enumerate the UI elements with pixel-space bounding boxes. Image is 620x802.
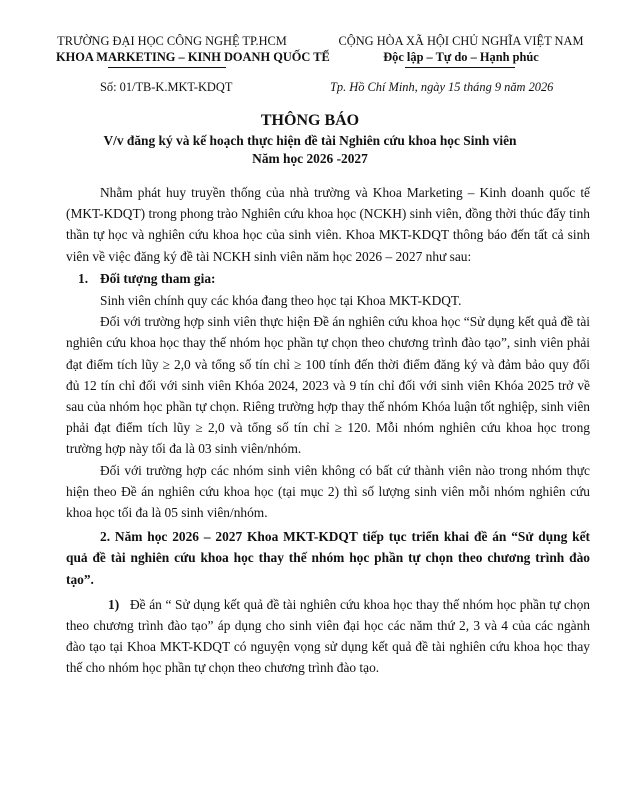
academic-year: Năm học 2026 -2027 bbox=[252, 151, 368, 166]
document-body bbox=[66, 182, 590, 679]
section-2-item-1-text: Đề án “ Sử dụng kết quả đề tài nghiên cứu khoa học thay thế nhóm học phần tự chọn theo chương trình đào tạo” áp dụng cho sinh viên đại học các năm thứ 2, 3 và 4 của các ngành đào tạo tại Khoa MKT-KDQT có nguyện vọng sử dụng kết quả đề tài nghiên cứu khoa học thay thế cho nhóm học phần tự chọn theo chương trình đào tạo. bbox=[66, 596, 591, 676]
intro-paragraph: Nhằm phát huy truyền thống của nhà trường và Khoa Marketing – Kinh doanh quốc tế (MKT-KDQT) trong phong trào Nghiên cứu khoa học (NCKH) sinh viên, đồng thời thúc đẩy tinh thần tự học và nghiên cứu khoa học của sinh viên. Khoa MKT-KDQT thông báo đến tất cả sinh viên về việc đăng ký đề tài NCKH sinh viên năm học 2026 – 2027 như sau: bbox=[66, 185, 590, 264]
header-underline-left bbox=[108, 67, 226, 68]
section-2-number: 2. bbox=[100, 529, 111, 545]
section-1-paragraph-2: Đối với trường hợp sinh viên thực hiện Đề án nghiên cứu khoa học “Sử dụng kết quả đề tài nghiên cứu khoa học thay thế nhóm học phần tự chọn theo chương trình đào tạo”, sinh viên phải đạt điểm tích lũy ≥ 2,0 và tổng số tín chỉ ≥ 100 tính đến thời điểm đăng ký và đảm bảo quy đổi đủ 12 tín chỉ đối với sinh viên Khóa 2024, 2023 và 9 tín chỉ đối với sinh viên Khóa 2025 trở về sau của nhóm học phần tự chọn. Riêng trường hợp thay thế nhóm Khóa luận tốt nghiệp, sinh viên phải đạt điểm tích lũy ≥ 2,0 và tổng số tín chỉ ≥ 120. Mỗi nhóm nghiên cứu khoa học trong trường hợp này tối đa là 03 sinh viên/nhóm. bbox=[66, 314, 590, 457]
section-1-paragraph-1: Sinh viên chính quy các khóa đang theo học tại Khoa MKT-KDQT. bbox=[100, 293, 462, 309]
document-title: THÔNG BÁO bbox=[260, 112, 360, 129]
header-underline-right bbox=[405, 67, 515, 68]
section-2-item-1-number: 1) bbox=[108, 596, 120, 612]
place-and-date: Tp. Hồ Chí Minh, ngày 15 tháng 9 năm 2026 bbox=[330, 80, 554, 94]
document-number: Số: 01/TB-K.MKT-KDQT bbox=[100, 80, 233, 94]
republic-name: CỘNG HÒA XÃ HỘI CHỦ NGHĨA VIỆT NAM bbox=[338, 34, 584, 48]
section-1-title: Đối tượng tham gia: bbox=[100, 270, 216, 286]
document-subject: V/v đăng ký và kế hoạch thực hiện đề tài Nghiên cứu khoa học Sinh viên bbox=[103, 133, 517, 148]
section-1-paragraph-3: Đối với trường hợp các nhóm sinh viên không có bất cứ thành viên nào trong nhóm thực hiện theo Đề án nghiên cứu khoa học (tại mục 2) thì số lượng sinh viên mỗi nhóm nghiên cứu khoa học tối đa là 05 sinh viên/nhóm. bbox=[66, 462, 590, 521]
national-motto: Độc lập – Tự do – Hạnh phúc bbox=[383, 50, 539, 64]
section-2-item-1 bbox=[66, 594, 590, 679]
section-1-number: 1. bbox=[78, 270, 89, 286]
national-heading bbox=[330, 33, 592, 65]
faculty-name: KHOA MARKETING – KINH DOANH QUỐC TẾ bbox=[56, 50, 330, 64]
section-1-heading bbox=[66, 268, 590, 289]
section-2-title: Năm học 2026 – 2027 Khoa MKT-KDQT tiếp tục triển khai đề án “Sử dụng kết quả đề tài nghiên cứu khoa học thay thế nhóm học phần tự chọn theo chương trình đào tạo”. bbox=[66, 529, 590, 587]
issuing-organization bbox=[56, 33, 330, 65]
university-name: TRƯỜNG ĐẠI HỌC CÔNG NGHỆ TP.HCM bbox=[57, 34, 287, 48]
section-2-heading bbox=[66, 526, 590, 590]
